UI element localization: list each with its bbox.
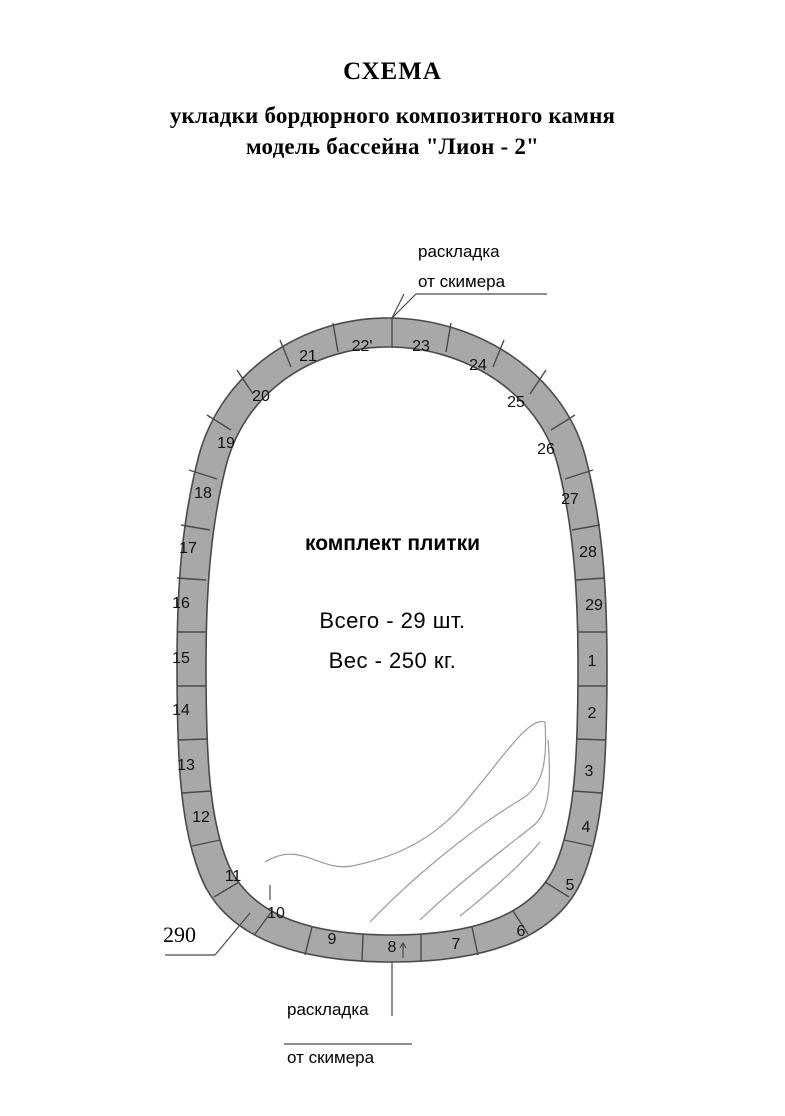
tile-number: 5 bbox=[565, 877, 575, 894]
top-callout-line-2: от скимера bbox=[418, 272, 506, 291]
tile-number: 10 bbox=[267, 905, 285, 922]
dimension-label-290: 290 bbox=[163, 922, 196, 947]
top-callout-leader bbox=[392, 294, 547, 318]
tile-number: 17 bbox=[179, 540, 197, 557]
subtitle-line-2: модель бассейна "Лион - 2" bbox=[245, 134, 540, 159]
subtitle-line-1: укладки бордюрного композитного камня bbox=[169, 103, 616, 128]
tile-number: 1 bbox=[587, 653, 597, 670]
tile-number: 25 bbox=[507, 394, 525, 411]
tile-number: 7 bbox=[451, 936, 461, 953]
tile-number: 24 bbox=[469, 357, 487, 374]
tile-number: 20 bbox=[252, 388, 270, 405]
center-weight: Вес - 250 кг. bbox=[328, 648, 457, 673]
tile-number: 18 bbox=[194, 485, 212, 502]
tile-number: 13 bbox=[177, 757, 195, 774]
tile-number: 9 bbox=[327, 931, 337, 948]
center-total: Всего - 29 шт. bbox=[319, 608, 466, 633]
top-callout-line-1: раскладка bbox=[418, 242, 500, 261]
tile-number: 2 bbox=[587, 705, 597, 722]
tile-number: 19 bbox=[217, 435, 235, 452]
tile-number: 6 bbox=[516, 923, 526, 940]
tile-number: 14 bbox=[172, 702, 190, 719]
page-title: СХЕМА bbox=[343, 58, 442, 85]
band-inner-outline bbox=[206, 347, 578, 935]
tile-number: 29 bbox=[585, 597, 603, 614]
tile-number: 26 bbox=[537, 441, 555, 458]
center-heading: комплект плитки bbox=[304, 532, 480, 555]
tile-number: 3 bbox=[584, 763, 594, 780]
tile-number: 12 bbox=[192, 809, 210, 826]
tile-number: 16 bbox=[172, 595, 190, 612]
tile-number: 15 bbox=[172, 650, 190, 667]
bottom-callout-line-2: от скимера bbox=[287, 1048, 375, 1067]
tile-number: 21 bbox=[299, 348, 317, 365]
tile-number: 8 bbox=[387, 939, 397, 956]
tile-number: 27 bbox=[561, 491, 579, 508]
tile-number: 11 bbox=[224, 868, 242, 885]
tile-number: 23 bbox=[412, 338, 430, 355]
tile-number: 4 bbox=[581, 819, 591, 836]
tile-number: 28 bbox=[579, 544, 597, 561]
tile-number: 22' bbox=[351, 338, 373, 355]
tile-band bbox=[177, 318, 607, 962]
bottom-callout-line-1: раскладка bbox=[287, 1000, 369, 1019]
